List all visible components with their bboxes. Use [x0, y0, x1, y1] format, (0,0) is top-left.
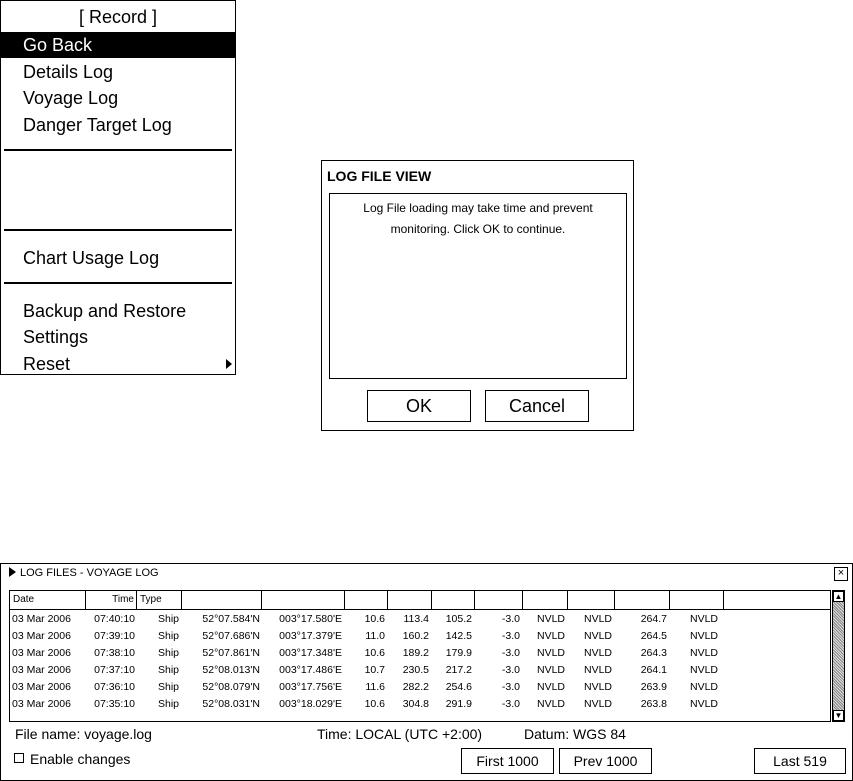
menu-item-chart-usage-log[interactable]: Chart Usage Log [23, 248, 160, 268]
table-cell: -3.0 [501, 681, 520, 693]
table-cell: -3.0 [501, 630, 520, 642]
table-row[interactable] [10, 696, 830, 713]
table-cell: -3.0 [501, 647, 520, 659]
menu-item-reset-label: Reset [23, 354, 71, 374]
table-cell: Ship [157, 613, 179, 625]
prev-1000-button[interactable]: Prev 1000 [559, 748, 652, 774]
table-cell: -3.0 [501, 698, 520, 710]
file-name-label: File name: [15, 726, 81, 742]
table-cell: 10.6 [364, 613, 385, 625]
table-row[interactable] [10, 645, 830, 662]
column-header[interactable] [345, 591, 388, 609]
table-cell: 07:37:10 [94, 664, 135, 676]
table-cell: 263.8 [640, 698, 667, 710]
column-header-date[interactable]: Date [10, 591, 86, 609]
table-cell: 282.2 [402, 681, 429, 693]
table-cell: 003°17.379'E [279, 630, 342, 642]
record-menu [0, 0, 236, 375]
first-1000-button[interactable]: First 1000 [461, 748, 554, 774]
vertical-scrollbar[interactable] [832, 590, 845, 722]
table-cell: Ship [157, 647, 179, 659]
file-name-value: voyage.log [84, 726, 152, 742]
table-cell: NVLD [536, 664, 565, 676]
ok-button[interactable]: OK [367, 390, 471, 422]
table-cell: 160.2 [402, 630, 429, 642]
table-cell: NVLD [536, 698, 565, 710]
enable-changes-label: Enable changes [30, 751, 131, 767]
column-header[interactable] [262, 591, 345, 609]
dialog-message-line-1: Log File loading may take time and prevent [363, 201, 593, 215]
menu-item-backup-and-restore[interactable]: Backup and Restore [23, 301, 187, 321]
table-row[interactable] [10, 662, 830, 679]
log-table [9, 590, 831, 722]
menu-item-danger-target-log[interactable]: Danger Target Log [23, 115, 172, 135]
table-cell: 52°07.861'N [202, 647, 260, 659]
table-cell: Ship [157, 664, 179, 676]
table-cell: 142.5 [445, 630, 472, 642]
table-cell: 11.6 [365, 681, 385, 693]
menu-item-reset[interactable] [1, 351, 235, 377]
table-cell: NVLD [536, 613, 565, 625]
menu-item-details-log[interactable]: Details Log [23, 62, 114, 82]
table-row[interactable] [10, 679, 830, 696]
scroll-down-icon[interactable]: ▼ [834, 711, 843, 720]
dialog-title: LOG FILE VIEW [327, 168, 432, 184]
file-name-info [15, 726, 152, 742]
menu-separator [4, 149, 232, 151]
column-header[interactable] [388, 591, 432, 609]
table-cell: NVLD [689, 664, 718, 676]
table-cell: -3.0 [501, 613, 520, 625]
datum-info [524, 726, 626, 742]
table-cell: NVLD [583, 630, 612, 642]
column-header[interactable] [182, 591, 262, 609]
log-files-header [9, 567, 159, 579]
menu-item-voyage-log[interactable]: Voyage Log [23, 88, 119, 108]
scroll-up-icon[interactable]: ▲ [834, 592, 843, 601]
table-cell: NVLD [536, 681, 565, 693]
datum-value: WGS 84 [573, 726, 626, 742]
column-header[interactable] [523, 591, 568, 609]
table-cell: 03 Mar 2006 [12, 647, 71, 659]
table-cell: 07:38:10 [94, 647, 135, 659]
column-header[interactable] [432, 591, 475, 609]
column-header[interactable] [615, 591, 670, 609]
table-cell: 52°08.013'N [202, 664, 260, 676]
window-triangle-icon [9, 567, 16, 577]
table-cell: 263.9 [640, 681, 667, 693]
log-table-header [10, 591, 830, 610]
table-cell: Ship [157, 630, 179, 642]
table-cell: 264.7 [640, 613, 667, 625]
table-cell: 264.5 [640, 630, 667, 642]
table-cell: 10.6 [364, 647, 385, 659]
table-cell: NVLD [689, 681, 718, 693]
log-files-title: LOG FILES - VOYAGE LOG [20, 567, 159, 579]
column-header[interactable] [568, 591, 615, 609]
table-cell: 07:39:10 [94, 630, 135, 642]
table-cell: 03 Mar 2006 [12, 630, 71, 642]
table-cell: NVLD [583, 613, 612, 625]
table-cell: 10.6 [364, 698, 385, 710]
table-cell: 03 Mar 2006 [12, 664, 71, 676]
table-cell: 52°07.686'N [202, 630, 260, 642]
time-info [317, 726, 482, 742]
log-file-view-dialog [321, 160, 634, 431]
table-cell: 003°17.756'E [279, 681, 342, 693]
time-label: Time: [317, 726, 352, 742]
table-cell: 003°18.029'E [279, 698, 342, 710]
column-header-time[interactable]: Time [86, 591, 137, 609]
table-cell: NVLD [583, 681, 612, 693]
table-cell: 254.6 [445, 681, 472, 693]
table-cell: NVLD [689, 613, 718, 625]
dialog-message-line-2: monitoring. Click OK to continue. [390, 222, 566, 236]
column-header-type[interactable]: Type [137, 591, 182, 609]
table-cell: 264.3 [640, 647, 667, 659]
table-cell: 07:40:10 [94, 613, 135, 625]
table-row[interactable] [10, 628, 830, 645]
close-button[interactable]: × [834, 567, 848, 581]
table-cell: 264.1 [640, 664, 667, 676]
menu-separator [4, 229, 232, 231]
table-cell: 03 Mar 2006 [12, 613, 71, 625]
table-cell: 003°17.580'E [279, 613, 342, 625]
table-cell: 113.4 [403, 613, 429, 625]
menu-item-go-back[interactable]: Go Back [1, 32, 235, 58]
table-cell: 003°17.348'E [279, 647, 342, 659]
column-header[interactable] [475, 591, 523, 609]
table-cell: 217.2 [445, 664, 472, 676]
table-cell: 003°17.486'E [279, 664, 342, 676]
table-cell: 03 Mar 2006 [12, 681, 71, 693]
table-cell: 189.2 [402, 647, 429, 659]
record-menu-title: [ Record ] [78, 7, 158, 27]
table-cell: 179.9 [445, 647, 472, 659]
table-cell: NVLD [689, 647, 718, 659]
table-cell: NVLD [689, 698, 718, 710]
column-header[interactable] [670, 591, 724, 609]
table-cell: 10.7 [364, 664, 385, 676]
table-cell: 105.2 [445, 613, 472, 625]
table-cell: 07:36:10 [94, 681, 135, 693]
time-value: LOCAL (UTC +2:00) [355, 726, 483, 742]
table-cell: 07:35:10 [94, 698, 135, 710]
table-cell: NVLD [536, 630, 565, 642]
dialog-message-box [329, 193, 627, 379]
table-cell: Ship [157, 681, 179, 693]
datum-label: Datum: [524, 726, 570, 742]
checkbox-icon[interactable] [14, 753, 24, 763]
table-row[interactable] [10, 611, 830, 628]
menu-separator [4, 282, 232, 284]
table-cell: 230.5 [402, 664, 429, 676]
table-cell: 03 Mar 2006 [12, 698, 71, 710]
table-cell: NVLD [583, 647, 612, 659]
table-cell: NVLD [583, 698, 612, 710]
menu-item-settings[interactable]: Settings [23, 327, 89, 347]
table-cell: 11.0 [365, 630, 385, 642]
enable-changes-checkbox[interactable] [14, 751, 130, 767]
log-files-window [0, 563, 853, 781]
table-cell: Ship [157, 698, 179, 710]
column-header[interactable] [724, 591, 830, 609]
table-cell: NVLD [583, 664, 612, 676]
submenu-arrow-icon [226, 359, 232, 369]
table-cell: -3.0 [501, 664, 520, 676]
table-cell: 291.9 [445, 698, 472, 710]
table-cell: 52°08.079'N [202, 681, 260, 693]
table-cell: 52°07.584'N [202, 613, 260, 625]
table-cell: 304.8 [402, 698, 429, 710]
cancel-button[interactable]: Cancel [485, 390, 589, 422]
table-cell: 52°08.031'N [202, 698, 260, 710]
table-cell: NVLD [689, 630, 718, 642]
table-cell: NVLD [536, 647, 565, 659]
last-519-button[interactable]: Last 519 [754, 748, 846, 774]
